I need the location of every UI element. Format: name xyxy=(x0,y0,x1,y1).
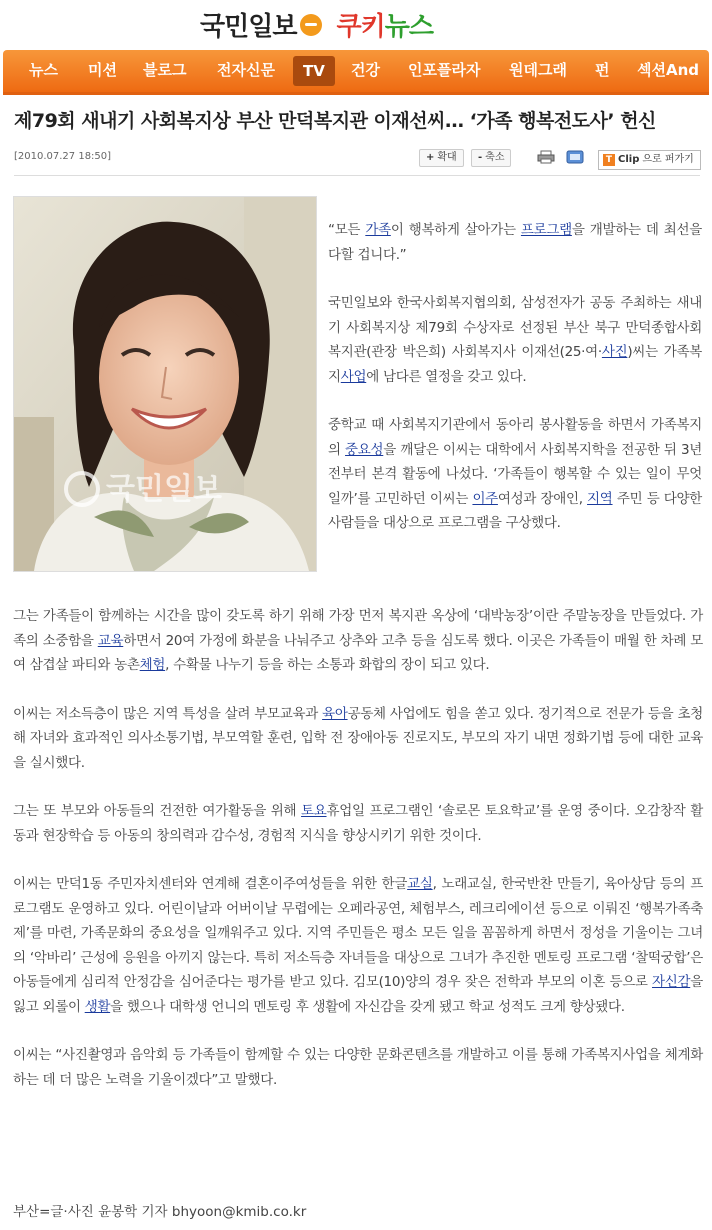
paragraph-text: 하면서 20여 가정에 화분을 나눠주고 상추와 고추 등을 심도록 했다. 이곳은 가족들이 매월 한 차례 모여 삼겹살 파티와 농촌 xyxy=(13,632,703,673)
keyword-link[interactable]: 지역 xyxy=(587,490,613,507)
header-divider xyxy=(14,175,700,176)
keyword-link[interactable]: 사진 xyxy=(601,344,628,360)
tclip-share-button[interactable] xyxy=(598,150,701,170)
paragraph-text: )씨는 가족복지 xyxy=(328,344,702,385)
paragraph-text: 휴업일 프로그램인 ‘솔로몬 토요학교’를 운영 중이다. 오감창작 활동과 현장학습 등 아동의 창의력과 감수성, 경험적 지식을 향상시키기 위한 것이다. xyxy=(13,803,703,844)
print-icon[interactable] xyxy=(537,150,555,164)
paragraph-text: , 수확물 나누기 등을 하는 소통과 화합의 장이 되고 있다. xyxy=(165,657,490,673)
plus-icon: + xyxy=(426,152,435,163)
keyword-link[interactable]: 교실 xyxy=(407,876,433,892)
keyword-link[interactable]: 교육 xyxy=(97,632,124,649)
keyword-link[interactable]: 체험 xyxy=(139,657,166,673)
nav-divider xyxy=(3,92,709,95)
keyword-link[interactable]: 사업 xyxy=(340,368,367,385)
nav-item[interactable]: 블로그 xyxy=(143,61,187,79)
keyword-link[interactable]: 이주 xyxy=(472,490,498,507)
nav-item[interactable]: 뉴스 xyxy=(29,61,58,79)
article-byline: 부산=글·사진 윤봉학 기자 bhyoon@kmib.co.kr xyxy=(13,1204,307,1220)
zoom-out-label: 축소 xyxy=(485,152,505,163)
clip-label: Clip xyxy=(618,154,640,165)
paragraph xyxy=(328,413,702,536)
keyword-link[interactable]: 육아 xyxy=(322,705,348,722)
photo-watermark: 국민일보 xyxy=(106,472,222,507)
paragraph xyxy=(13,1043,703,1092)
main-nav xyxy=(3,50,709,92)
paragraph-text: 이씨는 “사진촬영과 음악회 등 가족들이 함께할 수 있는 다양한 문화콘텐츠를 개발하고 이를 통해 가족복지사업을 체계화하는 데 더 많은 노력을 기울이겠다”고 말했다. xyxy=(13,1047,703,1088)
paragraph-text: “모든 xyxy=(328,222,366,238)
site-logo[interactable] xyxy=(200,6,433,43)
article-photo xyxy=(13,196,317,572)
paragraph xyxy=(328,291,702,389)
paragraph-text: 그는 가족들이 함께하는 시간을 많이 갖도록 하기 위해 가장 먼저 복지관 옥상에 ‘대박농장’이란 주말농장을 만들었다. 가족의 소중함을 xyxy=(13,608,703,649)
tclip-icon: T xyxy=(603,154,615,166)
paragraph xyxy=(13,799,703,848)
zoom-in-label: 확대 xyxy=(437,152,457,163)
keyword-link[interactable]: 자신감 xyxy=(652,974,691,990)
portrait-image xyxy=(14,197,316,571)
site-header xyxy=(0,0,712,48)
keyword-link[interactable]: 생활 xyxy=(84,998,111,1015)
paragraph-text: 에 남다른 열정을 갖고 있다. xyxy=(366,368,527,385)
article-lead-text xyxy=(328,218,702,560)
paragraph-text: 이씨는 만덕1동 주민자치센터와 연계해 결혼이주여성들을 위한 한글 xyxy=(13,876,408,892)
nav-item[interactable]: TV xyxy=(293,56,335,86)
kmib-logo xyxy=(200,6,322,43)
keyword-link[interactable]: 중요성 xyxy=(345,441,384,458)
nav-item[interactable]: 원데그래 xyxy=(509,61,567,79)
minus-icon: - xyxy=(478,152,483,163)
paragraph-text: , 노래교실, 한국반찬 만들기, 육아상담 등의 프로그램도 운영하고 있다. 어린이날과 어버이날 무렵에는 오페라공연, 체험부스, 레크리에이션 등으로 이뤄진 ‘행복가족축제’를 마련, 가족문화의 중요성을 일깨워주고 있다. 지역 주민들은 평소 모든 일을 꼼꼼하게 하면서 정성을 기울이는 그녀의 ‘악바리’ 근성에 응원을 아끼지 않는다. 특히 저소득층 자녀들을 대상으로 그녀가 추진한 멘토링 프로그램 ‘찰떡궁합’은 아동들에게 심리적 안정감을 심어준다는 평가를 받고 있다. 김모(10)양의 경우 잦은 전학과 부모의 이혼 등으로 xyxy=(13,876,704,990)
paragraph xyxy=(328,218,702,267)
zoom-out-button[interactable] xyxy=(471,149,511,167)
paragraph-text: 이 행복하게 살아가는 xyxy=(390,222,521,238)
article-date: [2010.07.27 18:50] xyxy=(14,151,112,162)
paragraph xyxy=(13,702,703,776)
paragraph-text: 을 했으나 대학생 언니의 멘토링 후 생활에 자신감을 갖게 됐고 학교 성적도 크게 향상됐다. xyxy=(110,998,625,1015)
paragraph-text: 그는 또 부모와 아동들의 건전한 여가활동을 위해 xyxy=(13,803,302,819)
logo-circle-icon xyxy=(300,14,322,36)
keyword-link[interactable]: 프로그램 xyxy=(520,222,572,238)
zoom-in-button[interactable] xyxy=(419,149,464,167)
article-title: 제79회 새내기 사회복지상 부산 만덕복지관 이재선씨… ‘가족 행복전도사’ 헌신 xyxy=(14,110,656,132)
keyword-link[interactable]: 토요 xyxy=(301,803,327,819)
nav-item[interactable]: 건강 xyxy=(351,61,380,79)
logo-sub-a: 쿠키 xyxy=(336,12,385,42)
paragraph xyxy=(13,604,703,678)
paragraph-text: 을 잃고 외롤이 xyxy=(13,974,703,1015)
nav-item[interactable]: 인포플라자 xyxy=(408,61,481,79)
paragraph-text: 공동체 사업에도 힘을 쏟고 있다. 정기적으로 전문가 등을 초청해 자녀와 효과적인 의사소통기법, 부모역할 훈련, 입학 전 장애아동 진로지도, 부모의 자기 내면 정화기법 등에 대한 교육을 실시했다. xyxy=(13,705,703,771)
logo-sub-b: 뉴스 xyxy=(384,12,433,42)
nav-item[interactable]: 펀 xyxy=(595,61,610,79)
clip-suffix: 으로 퍼가기 xyxy=(642,154,694,165)
nav-item[interactable]: 섹션And xyxy=(637,61,700,79)
kuki-news-logo xyxy=(336,6,432,43)
email-icon[interactable] xyxy=(566,150,584,164)
nav-item[interactable]: 미션 xyxy=(88,61,117,79)
paragraph-text: 주민 등 다양한 사람들을 대상으로 프로그램을 구상했다. xyxy=(328,490,703,531)
paragraph-text: 중학교 때 사회복지기관에서 동아리 봉사활동을 하면서 가족복지의 xyxy=(328,417,702,458)
logo-main-text: 국민일보 xyxy=(200,12,297,42)
paragraph xyxy=(13,872,703,1019)
nav-item[interactable]: 전자신문 xyxy=(217,61,275,79)
paragraph-text: 국민일보와 한국사회복지협의회, 삼성전자가 공동 주최하는 새내기 사회복지상 제79회 수상자로 선정된 부산 북구 만덕종합사회복지관(관장 박은희) 사회복지사 이재선(25·여· xyxy=(328,295,702,360)
paragraph-text: 이씨는 저소득층이 많은 지역 특성을 살려 부모교육과 xyxy=(13,705,323,722)
keyword-link[interactable]: 가족 xyxy=(365,222,391,238)
article-body xyxy=(13,604,703,1116)
paragraph-text: 여성과 장애인, xyxy=(497,490,588,507)
paragraph-text: 을 개발하는 데 최선을 다할 겁니다.” xyxy=(328,222,702,263)
paragraph-text: 을 깨달은 이씨는 대학에서 사회복지학을 전공한 뒤 3년 전부터 본격 활동에 나섰다. ‘가족들이 행복할 수 있는 일이 무엇일까’를 고민하던 이씨는 xyxy=(328,441,702,507)
